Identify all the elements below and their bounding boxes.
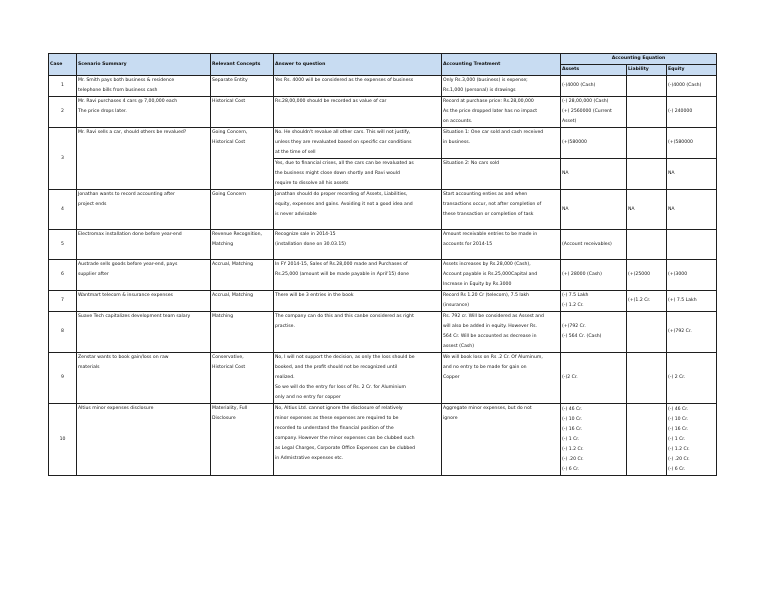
equity-cell	[667, 159, 717, 190]
answer-cell	[274, 76, 442, 97]
scenario-cell	[77, 76, 211, 97]
concepts-cell-line: Disclosure	[212, 416, 236, 421]
scenario-cell-line: materials	[78, 365, 100, 370]
equity-cell-line: (-) 46 Cr.	[668, 406, 689, 412]
answer-cell	[274, 260, 442, 291]
concepts-cell-line: Accrual, Matching	[212, 293, 254, 298]
table-row	[49, 230, 717, 260]
equity-cell	[667, 312, 717, 353]
assets-cell	[561, 97, 627, 128]
assets-cell-line: (-) .20 Cr.	[562, 456, 584, 462]
equity-cell	[667, 353, 717, 404]
scenario-cell	[77, 190, 211, 230]
case-number: 7	[49, 291, 77, 312]
scenario-cell-line: Mr. Smith pays both business & residence	[78, 78, 175, 83]
scenario-cell	[77, 404, 211, 476]
treatment-cell-line: Situation 2: No cars sold	[443, 161, 500, 166]
answer-cell-line: realized.	[275, 375, 295, 380]
liability-cell-line: (+)25000	[628, 272, 651, 277]
answer-cell-line: So we will do the entry for loss of Rs. 2 Cr. for Aluminium	[275, 385, 406, 390]
treatment-cell-line: Increase in Equity by Rs.3000	[443, 282, 512, 287]
answer-cell-line: minor expenses as these expenses are required to be	[275, 416, 399, 421]
answer-cell-line: Jonathan should do proper recording of Assets, Liabilities,	[275, 192, 408, 197]
concepts-cell-line: Historical Cost	[212, 99, 246, 104]
treatment-cell-line: and no entry to be made for gain on	[443, 365, 527, 370]
assets-cell-line: (-) 1 Cr.	[562, 436, 580, 442]
assets-cell-line: NA	[562, 171, 569, 176]
scenario-cell	[77, 230, 211, 260]
scenario-cell-line: Suave Tech capitalizes development team salary	[78, 314, 191, 319]
treatment-cell-line: Copper	[443, 375, 460, 380]
answer-cell-line: only and no entry for copper	[275, 395, 341, 400]
header-accounting-equation: Accounting Equation	[561, 54, 717, 65]
table-row	[49, 353, 717, 404]
answer-cell-line: is never advisable	[275, 212, 317, 217]
assets-cell-line: (-) 46 Cr.	[562, 406, 583, 412]
answer-cell-line: booked, and the profit should not be recognized until	[275, 365, 398, 370]
assets-cell-line: (-)2 Cr.	[562, 375, 578, 380]
answer-cell-line: In FY 2014-15, Sales of Rs.28,000 made and Purchases of	[275, 262, 408, 267]
treatment-cell	[442, 159, 561, 190]
assets-cell-line: (-) 7.5 Lakh	[562, 293, 589, 298]
equity-cell	[667, 404, 717, 476]
assets-cell-line: (-) 1.2 Cr.	[562, 303, 584, 308]
equity-cell-line: NA	[668, 206, 675, 212]
assets-cell	[561, 291, 627, 312]
treatment-cell	[442, 190, 561, 230]
treatment-cell	[442, 128, 561, 159]
scenario-cell	[77, 291, 211, 312]
treatment-cell	[442, 353, 561, 404]
treatment-cell-line: Start accounting enties as and when	[443, 192, 528, 197]
concepts-cell	[211, 230, 274, 260]
equity-cell	[667, 128, 717, 159]
table-row	[49, 76, 717, 97]
treatment-cell-line: Situation 1: One car sold and cash received	[443, 130, 544, 135]
assets-cell	[561, 260, 627, 291]
treatment-cell-line: these transaction or completion of task	[443, 212, 534, 217]
concepts-cell	[211, 404, 274, 476]
case-number: 5	[49, 230, 77, 260]
liability-cell-line: NA	[628, 206, 635, 212]
concepts-cell-line: Historical Cost	[212, 140, 246, 145]
header-equity: Equity	[667, 65, 717, 76]
assets-cell-line: (-) 10 Cr.	[562, 416, 583, 422]
concepts-cell-line: Going Concern,	[212, 130, 248, 135]
table-row	[49, 190, 717, 230]
assets-cell-line: (-) 1.2 Cr.	[562, 446, 584, 452]
assets-cell	[561, 353, 627, 404]
equity-cell-line: (-)4000 (Cash)	[668, 83, 702, 88]
equity-cell-line: (+)792 Cr.	[668, 329, 692, 334]
answer-cell-line: Rs.28,00,000 should be recorded as value of car	[275, 99, 387, 104]
table-row	[49, 291, 717, 312]
concepts-cell	[211, 312, 274, 353]
assets-cell	[561, 128, 627, 159]
liability-cell	[627, 76, 667, 97]
case-number: 10	[49, 404, 77, 476]
treatment-cell-line: will also be added in equity. However Rs.	[443, 324, 538, 329]
concepts-cell-line: Materiality, Full	[212, 406, 248, 411]
treatment-cell	[442, 312, 561, 353]
case-number: 4	[49, 190, 77, 230]
answer-cell-line: practise.	[275, 324, 295, 329]
treatment-cell	[442, 260, 561, 291]
equity-cell-line: (-) .20 Cr.	[668, 456, 690, 462]
liability-cell	[627, 404, 667, 476]
concepts-cell-line: Separate Entity	[212, 78, 248, 83]
answer-cell	[274, 97, 442, 128]
scenario-cell	[77, 97, 211, 128]
liability-cell	[627, 128, 667, 159]
treatment-cell-line: on accounts.	[443, 119, 473, 124]
concepts-cell-line: Historical Cost	[212, 365, 246, 370]
answer-cell-line: company. However the minor expenses can be clubbed such	[275, 436, 415, 441]
assets-cell	[561, 159, 627, 190]
equity-cell-line: (-) 1.2 Cr.	[668, 446, 690, 452]
treatment-cell-line: assest (Cash)	[443, 344, 474, 349]
equity-cell	[667, 190, 717, 230]
assets-cell	[561, 404, 627, 476]
scenario-cell-line: Zenstar wants to book gain/loss on raw	[78, 355, 169, 360]
assets-cell-line: (+) 28000 (Cash)	[562, 272, 602, 277]
concepts-cell	[211, 97, 274, 128]
answer-cell-line: Yes, due to financial crises, all the cars can be revaluated as	[275, 161, 414, 166]
scenario-cell-line: supplier after	[78, 272, 109, 277]
concepts-cell-line: Accrual, Matching	[212, 262, 254, 267]
equity-cell-line: (-) 16 Cr.	[668, 426, 689, 432]
answer-cell-line: Yes Rs. 4000 will be considered as the expenses of business	[275, 78, 414, 83]
scenario-cell-line: Austrade sells goods before year-end, pays	[78, 262, 178, 267]
answer-cell-line: No. He shouldn't revalue all other cars. This will not justify,	[275, 130, 411, 135]
header-concepts: Relevant Concepts	[211, 54, 274, 76]
equity-cell-line: (+)580000	[668, 140, 693, 145]
case-number: 1	[49, 76, 77, 97]
header-liability: Liability	[627, 65, 667, 76]
scenario-cell	[77, 353, 211, 404]
treatment-cell-line: transactions occur, not after completion of	[443, 202, 542, 207]
answer-cell-line: equity, expenses and gains. Avoiding it not a good idea and	[275, 202, 413, 207]
treatment-cell-line: Rs.1,000 (personal) is drawings	[443, 88, 516, 93]
header-treatment: Accounting Treatment	[442, 54, 561, 76]
scenario-cell	[77, 312, 211, 353]
header-scenario: Scenario Summary	[77, 54, 211, 76]
treatment-cell-line: Assets increases by Rs.28,000 (Cash),	[443, 262, 531, 267]
scenario-cell	[77, 260, 211, 291]
answer-cell-line: No, Altius Ltd. cannot ignore the disclosure of relatively	[275, 406, 403, 411]
case-number: 3	[49, 128, 77, 190]
concepts-cell-line: Matching	[212, 314, 234, 319]
assets-cell-line: (-) 16 Cr.	[562, 426, 583, 432]
answer-cell-line: unless they are revaluated based on specific car conditions	[275, 140, 412, 145]
assets-cell	[561, 76, 627, 97]
treatment-cell-line: (insurance)	[443, 303, 470, 308]
treatment-cell	[442, 404, 561, 476]
answer-cell	[274, 128, 442, 159]
answer-cell-line: The company can do this and this canbe considered as right	[275, 314, 414, 319]
concepts-cell-line: Going Concern	[212, 192, 246, 197]
equity-cell-line: (+)3000	[668, 272, 688, 277]
treatment-cell-line: We will book loss on Rs .2 Cr. Of Aluminum,	[443, 355, 543, 360]
equity-cell-line: (+) 7.5 Lakh	[668, 298, 697, 303]
treatment-cell-line: Record Rs 1.20 Cr (telecom), 7.5 lakh	[443, 293, 530, 298]
liability-cell	[627, 230, 667, 260]
treatment-cell-line: Amount receivable entries to be made in	[443, 232, 538, 237]
header-case: Case	[49, 54, 77, 76]
equity-cell-line: (-) 6 Cr.	[668, 466, 686, 472]
case-table-sheet	[48, 53, 716, 476]
scenario-cell-line: Electromax installation done before year-end	[78, 232, 182, 237]
equity-cell-line: NA	[668, 171, 675, 176]
treatment-cell-line: Only Rs.3,000 (business) is expense;	[443, 78, 528, 83]
assets-cell-line: (Account receivables)	[562, 241, 612, 247]
assets-cell-line: (-) 564 Cr. (Cash)	[562, 334, 602, 339]
equity-cell	[667, 230, 717, 260]
table-row	[49, 260, 717, 291]
answer-cell-line: There will be 3 entries in the book	[275, 293, 354, 298]
answer-cell-line: at the time of sell	[275, 150, 316, 155]
liability-cell	[627, 260, 667, 291]
answer-cell-line: as Legal Charges, Corporate Office Expenses can be clubbed	[275, 446, 416, 451]
concepts-cell	[211, 260, 274, 291]
treatment-cell-line: Record at purchase price: Rs.28,00,000	[443, 99, 534, 104]
treatment-cell-line: Account payable is Rs.25,000Capital and	[443, 272, 538, 277]
case-number: 2	[49, 97, 77, 128]
scenario-cell-line: project ends	[78, 202, 107, 207]
assets-cell	[561, 190, 627, 230]
scenario-cell-line: Mr. Ravi purchases 4 cars @ 7,00,000 each	[78, 99, 178, 104]
equity-cell	[667, 260, 717, 291]
scenario-cell-line: Mr. Ravi sells a car, should others be revalued?	[78, 130, 187, 135]
answer-cell-line: No, I will not support the decision, as only the loss should be	[275, 355, 415, 360]
treatment-cell-line: in business.	[443, 140, 471, 145]
equity-cell	[667, 97, 717, 128]
assets-cell-line: Asset)	[562, 119, 577, 124]
equity-cell-line: (-) 240000	[668, 109, 693, 114]
scenario-cell-line: Altius minor expenses disclosure	[78, 406, 154, 411]
answer-cell	[274, 353, 442, 404]
treatment-cell-line: accounts for 2014-15	[443, 242, 493, 247]
answer-cell-line: in Admistrative expenses etc.	[275, 456, 344, 461]
case-table	[48, 53, 717, 476]
equity-cell-line: (-) 10 Cr.	[668, 416, 689, 422]
assets-cell-line: (-)4000 (Cash)	[562, 83, 596, 88]
concepts-cell	[211, 353, 274, 404]
case-number: 9	[49, 353, 77, 404]
answer-cell-line: (installation done on 30.03.15)	[275, 242, 346, 247]
concepts-cell	[211, 291, 274, 312]
header-assets: Assets	[561, 65, 627, 76]
scenario-cell-line: Jonathan wants to record accounting after	[78, 192, 175, 197]
assets-cell-line: NA	[562, 206, 569, 212]
case-table-body	[49, 76, 717, 476]
table-row	[49, 128, 717, 159]
answer-cell-line: the business might close down shortly and Ravi would	[275, 171, 400, 176]
equity-cell-line: (-) 1 Cr.	[668, 436, 686, 442]
assets-cell-line: (-) 6 Cr.	[562, 466, 580, 472]
concepts-cell	[211, 76, 274, 97]
case-number: 6	[49, 260, 77, 291]
concepts-cell-line: Conservative,	[212, 355, 244, 360]
treatment-cell-line: 564 Cr. Will be accounted as decrease in	[443, 334, 537, 339]
treatment-cell	[442, 230, 561, 260]
table-row	[49, 312, 717, 353]
answer-cell	[274, 230, 442, 260]
scenario-cell-line: Wantmart telecom & insurance expenses	[78, 293, 173, 298]
answer-cell-line: Rs.25,000 (amount will be made payable in April'15) done	[275, 272, 410, 277]
concepts-cell-line: Matching	[212, 242, 234, 247]
answer-cell-line: Recognize sale in 2014-15	[275, 232, 336, 237]
answer-cell-line: recorded to understand the financial position of the	[275, 426, 394, 431]
scenario-cell-line: The price drops later.	[78, 109, 127, 114]
equity-cell-line: (-) 2 Cr.	[668, 375, 686, 380]
assets-cell-line: (-) 28,00,000 (Cash)	[562, 99, 609, 104]
answer-cell	[274, 190, 442, 230]
treatment-cell-line: Aggregate minor expenses, but do not	[443, 406, 532, 411]
liability-cell	[627, 291, 667, 312]
concepts-cell	[211, 190, 274, 230]
liability-cell	[627, 190, 667, 230]
liability-cell	[627, 353, 667, 404]
treatment-cell-line: ignore	[443, 416, 458, 421]
treatment-cell	[442, 76, 561, 97]
equity-cell	[667, 291, 717, 312]
liability-cell-line: (+)1.2 Cr.	[628, 298, 651, 303]
equity-cell	[667, 76, 717, 97]
treatment-cell-line: As the price dropped later has no impact	[443, 109, 538, 114]
header-answer: Answer to question	[274, 54, 442, 76]
assets-cell-line: (+)580000	[562, 140, 587, 145]
assets-cell	[561, 230, 627, 260]
concepts-cell-line: Revenue Recognition,	[212, 232, 262, 237]
answer-cell	[274, 291, 442, 312]
liability-cell	[627, 97, 667, 128]
assets-cell-line: (+)792 Cr.	[562, 324, 586, 329]
table-row	[49, 97, 717, 128]
liability-cell	[627, 312, 667, 353]
assets-cell-line: (+) 2560000 (Current	[562, 109, 612, 114]
treatment-cell	[442, 97, 561, 128]
answer-cell-line: require to dissolve all his assets	[275, 181, 349, 186]
scenario-cell-line: telephone bills from business cash	[78, 88, 158, 93]
treatment-cell-line: Rs. 792 cr. Will be considered as Assest and	[443, 314, 544, 319]
answer-cell	[274, 312, 442, 353]
scenario-cell	[77, 128, 211, 190]
answer-cell	[274, 404, 442, 476]
concepts-cell	[211, 128, 274, 190]
case-number: 8	[49, 312, 77, 353]
table-row	[49, 404, 717, 476]
liability-cell	[627, 159, 667, 190]
assets-cell	[561, 312, 627, 353]
treatment-cell	[442, 291, 561, 312]
answer-cell	[274, 159, 442, 190]
